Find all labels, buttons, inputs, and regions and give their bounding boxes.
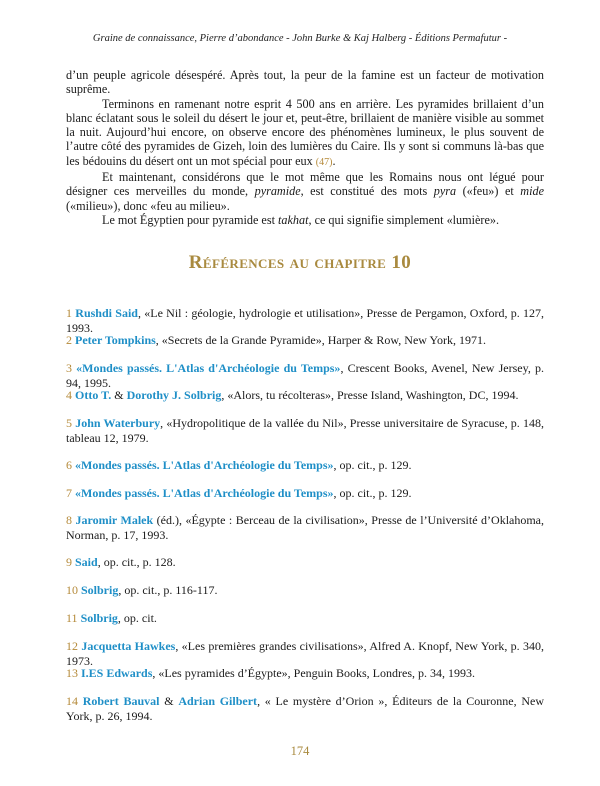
- reference-author-link[interactable]: Adrian Gilbert: [178, 694, 258, 708]
- reference-author-link[interactable]: Said: [75, 555, 98, 569]
- paragraph-3: [66, 170, 544, 213]
- reference-number: 9: [66, 555, 72, 569]
- reference-entry: [66, 486, 544, 501]
- reference-entry: [66, 333, 544, 348]
- paragraph-1: d’un peuple agricole désespéré. Après tout, la peur de la famine est un facteur de motivation suprême.: [66, 68, 544, 97]
- reference-separator: &: [159, 694, 179, 708]
- reference-author-link[interactable]: Jaromir Malek: [75, 513, 154, 527]
- reference-entry: [66, 666, 544, 681]
- reference-number: 4: [66, 388, 72, 402]
- reference-number: 6: [66, 458, 72, 472]
- reference-entry: [66, 555, 544, 570]
- reference-entry: [66, 388, 544, 403]
- reference-author-link[interactable]: Rushdi Said: [75, 306, 138, 320]
- reference-number: 14: [66, 694, 78, 708]
- reference-details: , «Hydropolitique de la vallée du Nil», Presse universitaire de Syracuse, p. 148, tableau 12, 1979.: [66, 416, 544, 445]
- reference-details: , «Les pyramides d’Égypte», Penguin Books, Londres, p. 34, 1993.: [152, 666, 476, 680]
- reference-entry: [66, 694, 544, 723]
- reference-entry: [66, 458, 544, 473]
- reference-author-link[interactable]: Jacquetta Hawkes: [81, 639, 176, 653]
- reference-details: (éd.), «Égypte : Berceau de la civilisation», Presse de l’Université d’Oklahoma, Norman, p. 17, 1993.: [66, 513, 545, 542]
- term-pyramide: pyramide: [254, 184, 301, 199]
- paragraph-4-text-b: , ce qui signifie simplement «lumière».: [308, 212, 500, 227]
- section-heading: Références au chapitre 10: [188, 252, 412, 273]
- reference-number: 12: [66, 639, 78, 653]
- body-text: [66, 68, 544, 227]
- reference-entry: [66, 639, 544, 668]
- reference-title-link[interactable]: «Mondes passés. L'Atlas d'Archéologie du Temps»: [75, 458, 334, 472]
- paragraph-2-text: Terminons en ramenant notre esprit 4 500 ans en arrière. Les pyramides brillaient d’un blanc éclatant sous le soleil du désert le jour et, peut-être, brillaient de manière visible au sommet la nuit. Aujourd’hui encore, on observe encore des phénomènes lumineux, le plus souvent de l’autre côté des pyramides de Gizeh, loin des lumières du Caire. Ils y sont si communs là-bas que les bédouins du désert ont un mot spécial pour eux: [66, 96, 544, 168]
- reference-number: 10: [66, 583, 78, 597]
- page-number: 174: [290, 744, 310, 758]
- reference-title-link[interactable]: «Mondes passés. L'Atlas d'Archéologie du Temps»: [76, 361, 341, 375]
- reference-author-link[interactable]: Peter Tompkins: [75, 333, 156, 347]
- reference-details: , «Secrets de la Grande Pyramide», Harper & Row, New York, 1971.: [155, 333, 486, 347]
- running-header: Graine de connaissance, Pierre d’abondance - John Burke & Kaj Halberg - Éditions Permafutur -: [92, 33, 508, 44]
- reference-details: , «Les premières grandes civilisations», Alfred A. Knopf, New York, p. 340, 1973.: [66, 639, 544, 668]
- reference-number: 8: [66, 513, 72, 527]
- note-reference-47[interactable]: (47): [315, 156, 333, 168]
- paragraph-4-text-a: Le mot Égyptien pour pyramide est: [102, 212, 278, 227]
- reference-entry: [66, 611, 544, 626]
- reference-details: , « Le mystère d’Orion », Éditeurs de la Couronne, New York, p. 26, 1994.: [66, 694, 545, 723]
- reference-author-link[interactable]: Solbrig: [81, 583, 119, 597]
- reference-number: 7: [66, 486, 72, 500]
- reference-details: , op. cit., p. 129.: [333, 486, 412, 500]
- reference-entry: [66, 306, 544, 335]
- reference-number: 11: [66, 611, 78, 625]
- paragraph-3-text-b: , est constitué des mots: [300, 184, 434, 199]
- reference-details: , op. cit., p. 129.: [333, 458, 412, 472]
- reference-details: , «Alors, tu récolteras», Presse Island, Washington, DC, 1994.: [221, 388, 519, 402]
- term-mide: mide: [520, 184, 544, 199]
- reference-details: , op. cit., p. 116-117.: [118, 583, 218, 597]
- reference-number: 2: [66, 333, 72, 347]
- paragraph-3-text-c: («feu») et: [456, 184, 521, 199]
- reference-entry: [66, 361, 544, 390]
- reference-number: 5: [66, 416, 72, 430]
- reference-number: 13: [66, 666, 78, 680]
- reference-details: , op. cit.: [117, 611, 157, 625]
- reference-number: 3: [66, 361, 72, 375]
- reference-title-link[interactable]: «Mondes passés. L'Atlas d'Archéologie du Temps»: [75, 486, 334, 500]
- reference-details: , «Le Nil : géologie, hydrologie et utilisation», Presse de Pergamon, Oxford, p. 127, 1993.: [66, 306, 545, 335]
- reference-author-link[interactable]: Dorothy J. Solbrig: [126, 388, 222, 402]
- paragraph-3-text-d: («milieu»), donc «feu au milieu».: [66, 198, 230, 213]
- reference-details: , Crescent Books, Avenel, New Jersey, p. 94, 1995.: [66, 361, 544, 390]
- paragraph-2-end: .: [332, 153, 336, 168]
- term-takhat: takhat: [278, 212, 309, 227]
- reference-author-link[interactable]: John Waterbury: [75, 416, 161, 430]
- reference-author-link[interactable]: Solbrig: [80, 611, 118, 625]
- reference-separator: &: [111, 388, 127, 402]
- paragraph-4: [66, 213, 544, 227]
- reference-author-link[interactable]: Robert Bauval: [82, 694, 160, 708]
- paragraph-3-text-a: Et maintenant, considérons que le mot même que les Romains nous ont légué pour désigner ces merveilles du monde,: [66, 170, 544, 199]
- paragraph-2: [66, 97, 544, 170]
- reference-entry: [66, 513, 544, 542]
- reference-author-link[interactable]: I.ES Edwards: [81, 666, 153, 680]
- reference-author-link[interactable]: Otto T.: [75, 388, 112, 402]
- reference-number: 1: [66, 306, 72, 320]
- reference-details: , op. cit., p. 128.: [97, 555, 176, 569]
- reference-entry: [66, 583, 544, 598]
- reference-entry: [66, 416, 544, 445]
- term-pyra: pyra: [433, 184, 457, 199]
